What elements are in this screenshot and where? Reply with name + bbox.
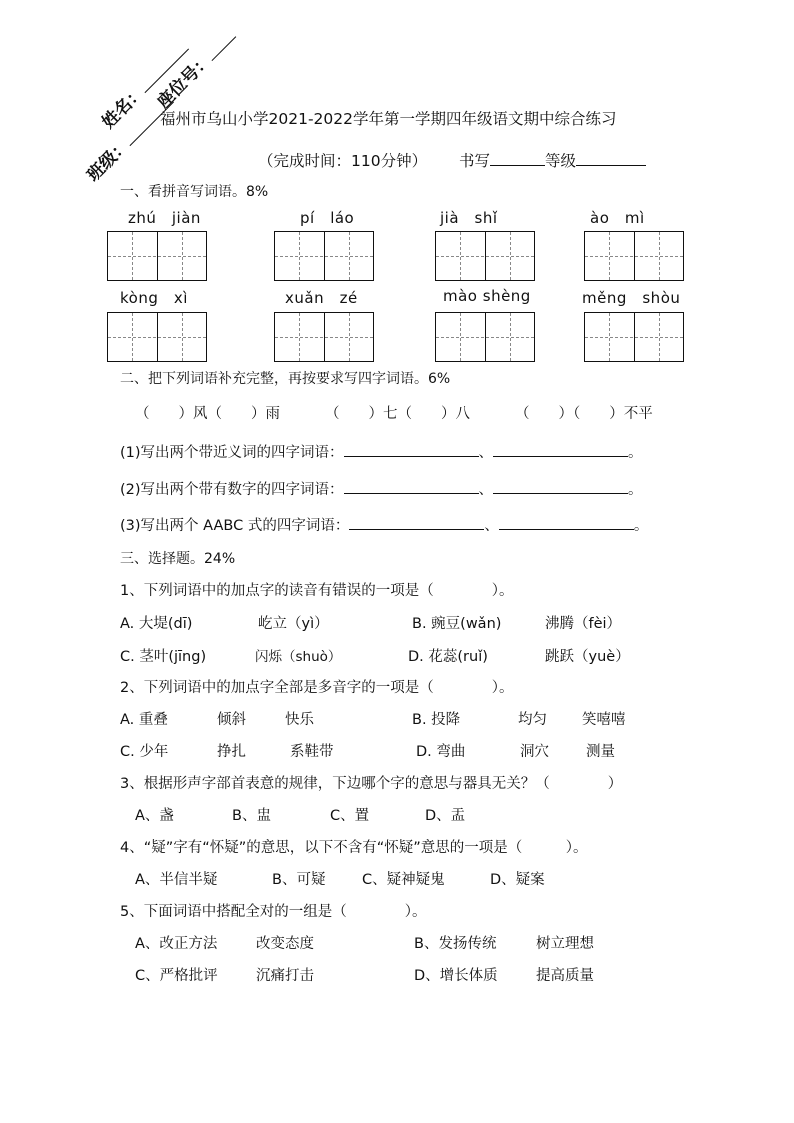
option[interactable]: A、半信半疑 <box>135 872 218 888</box>
pinyin-7: mào shèng <box>443 287 531 305</box>
grade-label: 等级 <box>544 152 576 170</box>
class-label: 班级： <box>83 135 134 186</box>
separator: 、 <box>484 518 499 534</box>
pinyin-1: zhú jiàn <box>128 209 201 227</box>
section2-title: 二、把下列词语补充完整，再按要求写四字词语。6% <box>120 371 451 387</box>
time-label: （完成时间：110分钟） <box>258 152 428 170</box>
s2-question-3 <box>120 514 648 535</box>
option: 均匀 <box>518 712 547 728</box>
option[interactable]: C. 茎叶(jīng) <box>120 649 207 665</box>
answer-field[interactable] <box>493 479 628 495</box>
option: 跳跃（yuè） <box>545 649 630 665</box>
option[interactable]: A. 重叠 <box>120 712 168 728</box>
option[interactable]: A. 大堤(dī) <box>120 616 193 632</box>
period: 。 <box>628 482 643 498</box>
subtitle <box>258 149 646 171</box>
pinyin-5: kòng xì <box>120 289 188 307</box>
fill-idiom-3[interactable]: （ ）（ ）不平 <box>515 406 653 422</box>
fill-idiom-1[interactable]: （ ）风（ ）雨 <box>135 406 280 422</box>
grade-field[interactable] <box>576 150 646 167</box>
s3-question-2: 2、下列词语中的加点字全部是多音字的一项是（ ）。 <box>120 680 514 696</box>
writing-field[interactable] <box>490 150 545 167</box>
pinyin-2: pí láo <box>300 209 355 227</box>
page-title: 福州市乌山小学2021-2022学年第一学期四年级语文期中综合练习 <box>160 110 617 128</box>
option: 闪烁（shuò） <box>255 649 342 665</box>
writing-grid[interactable] <box>435 231 535 281</box>
option: 沉痛打击 <box>256 968 314 984</box>
period: 。 <box>628 445 643 461</box>
writing-grid[interactable] <box>435 312 535 362</box>
writing-grid[interactable] <box>107 231 207 281</box>
s2-q2-text: (2)写出两个带有数字的四字词语： <box>120 482 344 498</box>
option[interactable]: C、严格批评 <box>135 968 218 984</box>
s2-question-1 <box>120 441 643 462</box>
option: 笑嘻嘻 <box>582 712 626 728</box>
pinyin-3: jià shǐ <box>440 209 498 227</box>
pinyin-4: ào mì <box>590 209 645 227</box>
answer-field[interactable] <box>344 479 479 495</box>
name-label: 姓名： <box>98 82 149 133</box>
option[interactable]: D、疑案 <box>490 872 545 888</box>
option: 沸腾（fèi） <box>545 616 622 632</box>
writing-grid[interactable] <box>584 312 684 362</box>
s3-question-1: 1、下列词语中的加点字的读音有错误的一项是（ ）。 <box>120 583 514 599</box>
answer-field[interactable] <box>493 442 628 458</box>
section1-title: 一、看拼音写词语。8% <box>120 184 269 200</box>
separator: 、 <box>478 445 494 461</box>
separator: 、 <box>478 482 494 498</box>
option[interactable]: B、发扬传统 <box>414 936 497 952</box>
option[interactable]: C. 少年 <box>120 744 169 760</box>
option: 改变态度 <box>256 936 314 952</box>
writing-grid[interactable] <box>274 312 374 362</box>
answer-field[interactable] <box>499 515 634 531</box>
option[interactable]: C、置 <box>330 808 370 824</box>
option[interactable]: B、可疑 <box>272 872 326 888</box>
fill-idiom-2[interactable]: （ ）七（ ）八 <box>325 406 470 422</box>
s2-question-2 <box>120 478 643 499</box>
option: 树立理想 <box>536 936 594 952</box>
answer-field[interactable] <box>344 442 479 458</box>
section3-title: 三、选择题。24% <box>120 551 236 567</box>
option: 倾斜 <box>217 712 246 728</box>
option: 快乐 <box>285 712 314 728</box>
writing-grid[interactable] <box>584 231 684 281</box>
s3-question-4: 4、“疑”字有“怀疑”的意思，以下不含有“怀疑”意思的一项是（ ）。 <box>120 840 588 856</box>
pinyin-6: xuǎn zé <box>285 289 358 307</box>
option: 洞穴 <box>520 744 549 760</box>
s3-question-5: 5、下面词语中搭配全对的一组是（ ）。 <box>120 904 427 920</box>
writing-grid[interactable] <box>274 231 374 281</box>
option[interactable]: A、改正方法 <box>135 936 218 952</box>
option[interactable]: A、盏 <box>135 808 174 824</box>
option: 测量 <box>586 744 615 760</box>
writing-label: 书写 <box>458 152 490 170</box>
option[interactable]: B、盅 <box>232 808 271 824</box>
option[interactable]: C、疑神疑鬼 <box>362 872 445 888</box>
option: 提高质量 <box>536 968 594 984</box>
pinyin-8: měng shòu <box>582 289 681 307</box>
period: 。 <box>633 518 649 534</box>
option[interactable]: B. 豌豆(wǎn) <box>412 616 502 632</box>
s2-q1-text: (1)写出两个带近义词的四字词语： <box>120 445 344 461</box>
s2-q3-text: (3)写出两个 AABC 式的四字词语： <box>120 518 350 534</box>
option: 挣扎 <box>217 744 246 760</box>
option[interactable]: D. 弯曲 <box>416 744 466 760</box>
option[interactable]: D、盂 <box>425 808 466 824</box>
option: 系鞋带 <box>290 744 334 760</box>
answer-field[interactable] <box>349 515 484 531</box>
option[interactable]: D. 花蕊(ruǐ) <box>408 649 488 665</box>
s3-question-3: 3、根据形声字部首表意的规律，下边哪个字的意思与器具无关？（ ） <box>120 776 623 792</box>
writing-grid[interactable] <box>107 312 207 362</box>
option[interactable]: B. 投降 <box>412 712 461 728</box>
option: 屹立（yì） <box>258 616 329 632</box>
option[interactable]: D、增长体质 <box>414 968 498 984</box>
seat-label: 座位号： <box>153 50 216 113</box>
